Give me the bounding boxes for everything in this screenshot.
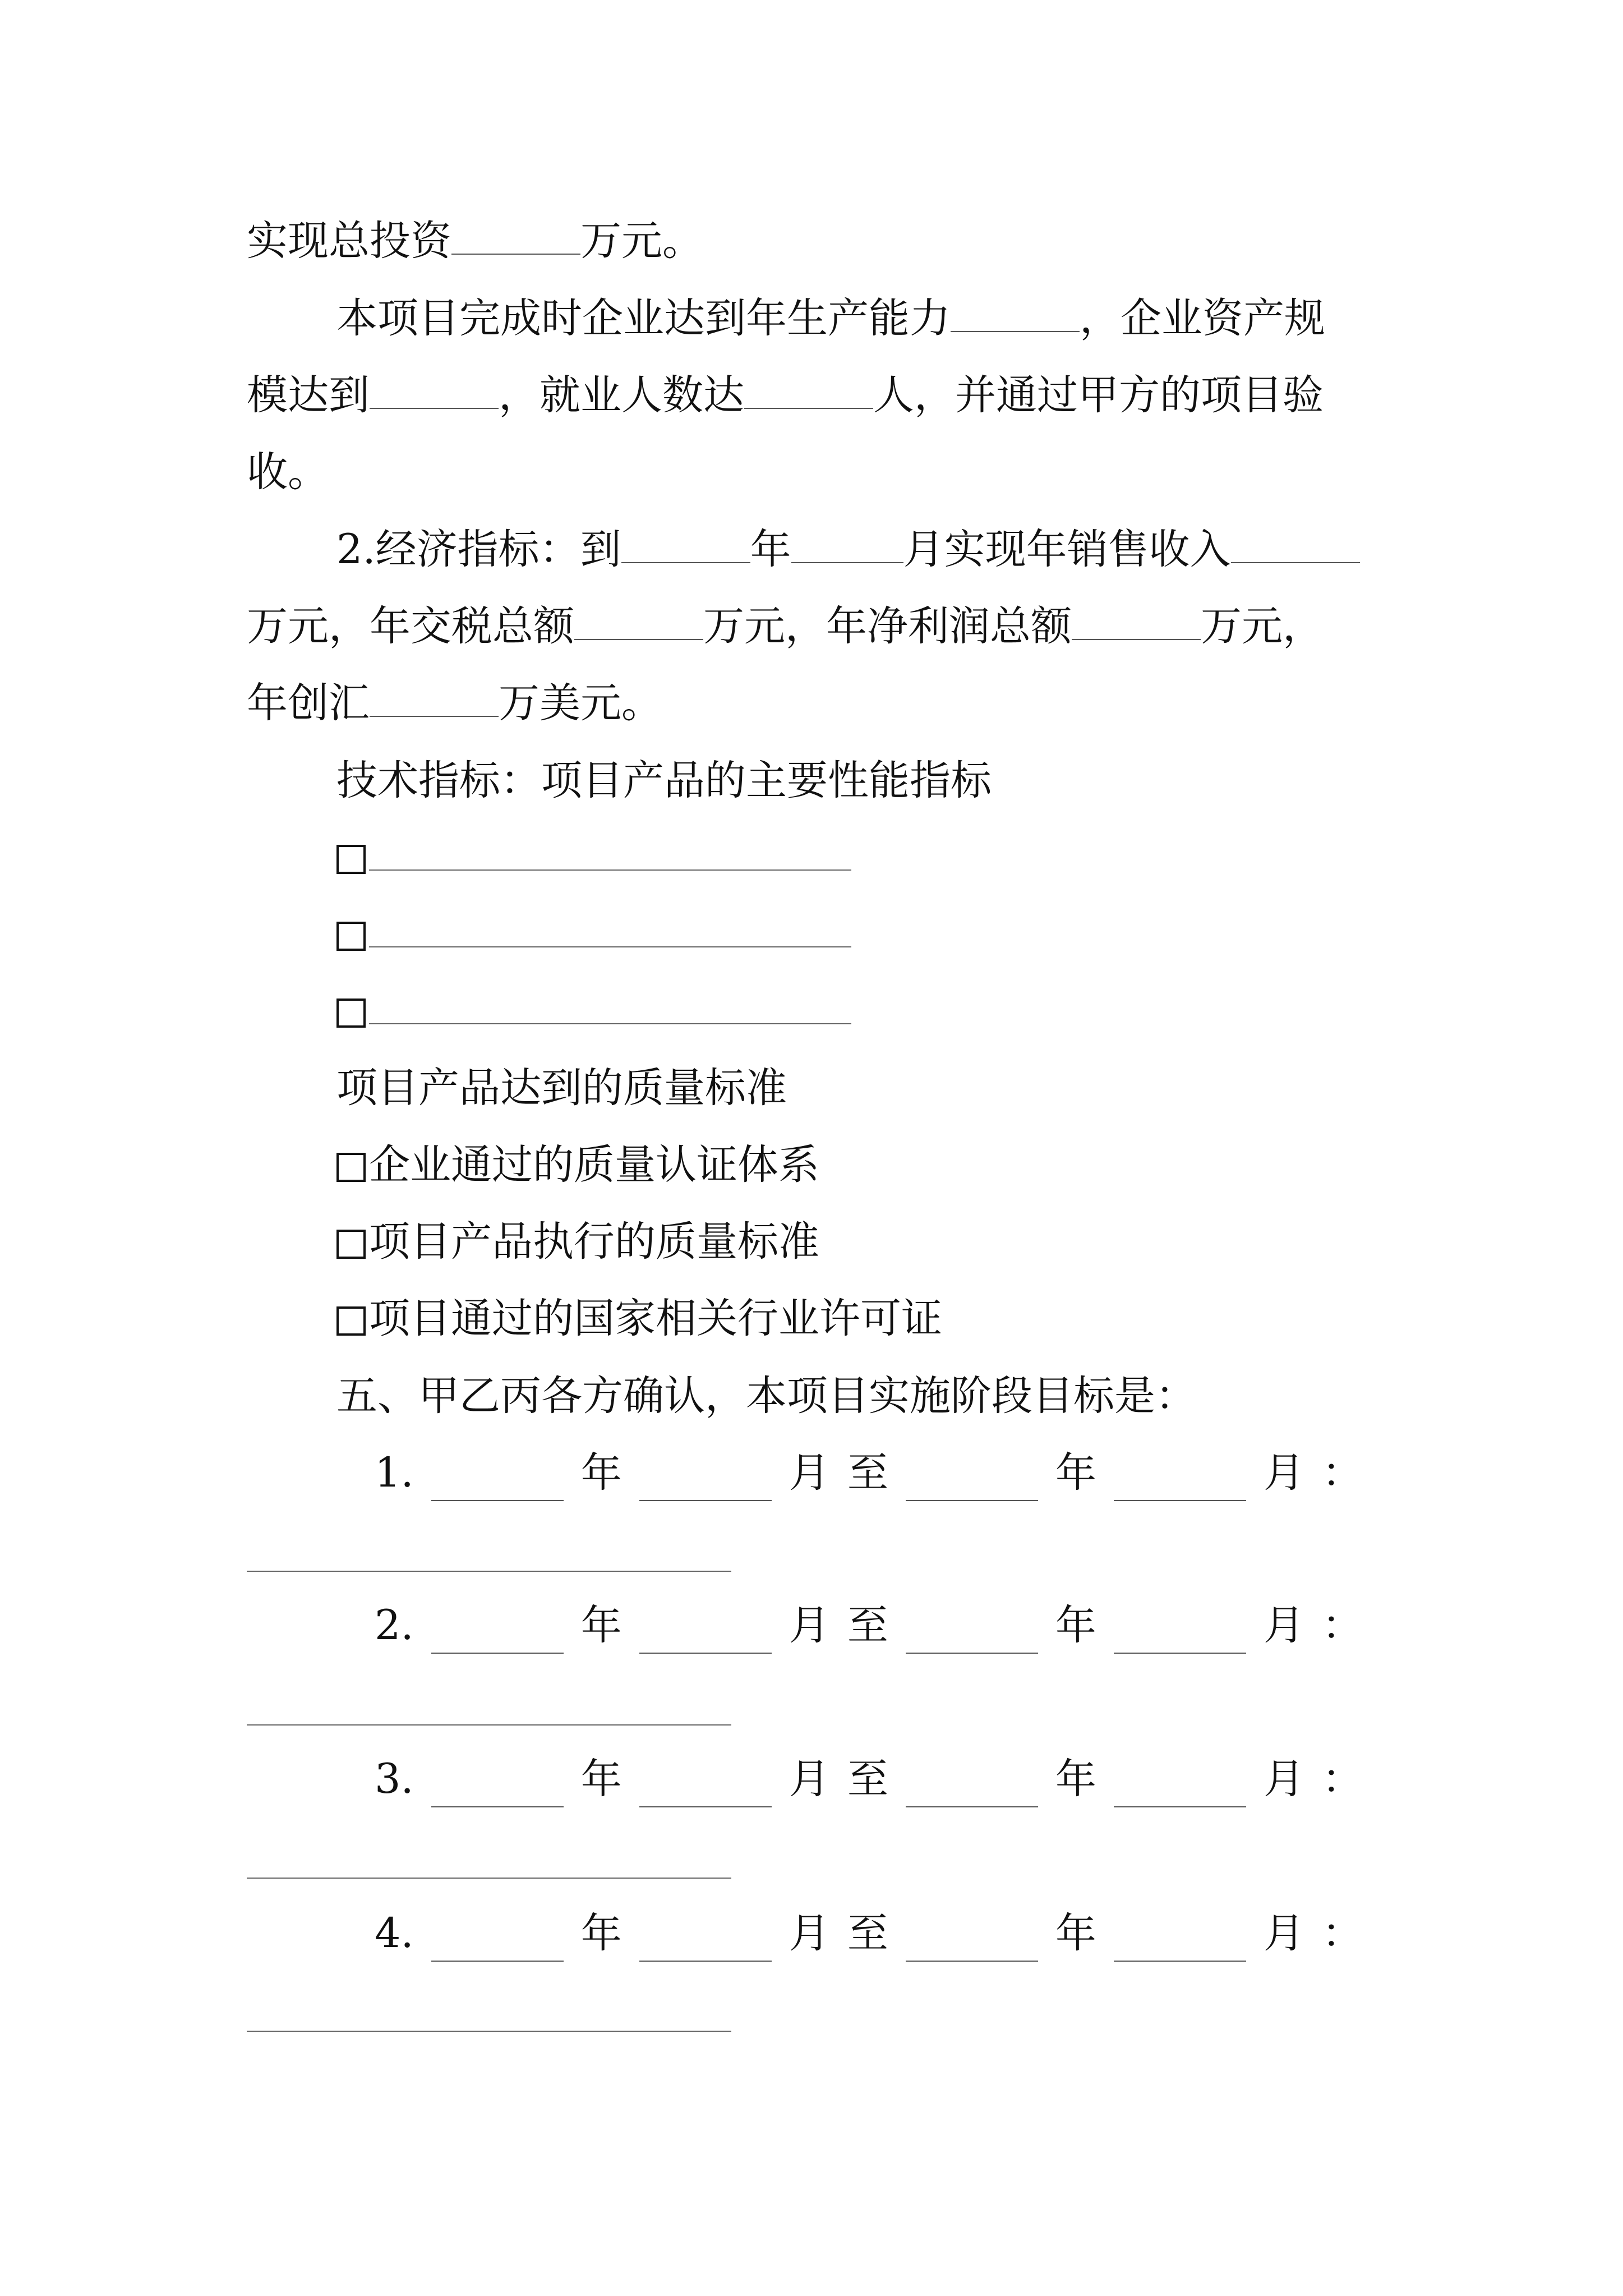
end-month-blank[interactable] [1114,1774,1246,1807]
stage-row: 3. 年 月 至 年 月 ： [375,1751,1363,1807]
checkbox[interactable] [336,922,366,951]
total-investment-line: 实现总投资 万元。 [247,217,703,265]
capacity-blank[interactable] [951,298,1080,332]
checkbox[interactable] [336,845,366,874]
investment-blank[interactable] [451,221,580,255]
checkbox[interactable] [336,999,366,1028]
quality-item: 项目通过的国家相关行业许可证 [336,1291,942,1347]
end-month-blank[interactable] [1114,1928,1246,1962]
sales-revenue-blank[interactable] [1231,530,1360,563]
checkbox[interactable] [336,1230,366,1259]
tech-indicator-item [336,906,851,962]
start-year-blank[interactable] [431,1774,564,1807]
quality-item: 项目产品执行的质量标准 [336,1214,819,1270]
stage-row: 1. 年 月 至 年 月 ： [375,1445,1363,1501]
tech-indicator-item [336,983,851,1039]
start-month-blank[interactable] [639,1928,772,1962]
start-year-blank[interactable] [431,1620,564,1654]
stage-goal-blank[interactable] [247,1571,731,1572]
quality-item: 企业通过的质量认证体系 [336,1137,819,1193]
capacity-line: 本项目完成时企业达到年生产能力 ，企业资产规 [336,295,1325,342]
checkbox[interactable] [336,1153,366,1182]
economic-indicator-line: 2.经济指标：到 年 月实现年销售收入 [336,522,1360,578]
stage-goal-blank[interactable] [247,1878,731,1879]
stage-row: 4. 年 月 至 年 月 ： [375,1906,1363,1962]
forex-line: 年创汇 万美元。 [247,679,662,727]
net-profit-blank[interactable] [1072,606,1201,640]
acceptance-line: 收。 [247,448,329,496]
checkbox[interactable] [336,1306,366,1336]
employees-blank[interactable] [744,375,873,409]
tech-indicator-blank[interactable] [369,907,851,947]
end-year-blank[interactable] [906,1620,1038,1654]
tech-indicator-blank[interactable] [369,830,851,871]
asset-scale-blank[interactable] [370,375,499,409]
end-month-blank[interactable] [1114,1467,1246,1501]
stage-goal-blank[interactable] [247,2031,731,2032]
end-year-blank[interactable] [906,1928,1038,1962]
tax-profit-line: 万元，年交税总额 万元，年净利润总额 万元， [247,602,1324,650]
start-month-blank[interactable] [639,1774,772,1807]
stage-row: 2. 年 月 至 年 月 ： [375,1598,1363,1654]
tech-indicator-blank[interactable] [369,984,851,1024]
target-month-blank[interactable] [791,530,903,563]
forex-blank[interactable] [370,683,499,717]
end-month-blank[interactable] [1114,1620,1246,1654]
tech-indicator-heading: 技术指标：项目产品的主要性能指标 [336,757,992,804]
stage-goal-blank[interactable] [247,1724,731,1726]
end-year-blank[interactable] [906,1467,1038,1501]
start-month-blank[interactable] [639,1467,772,1501]
section5-heading: 五、甲乙丙各方确认，本项目实施阶段目标是： [336,1372,1196,1420]
start-year-blank[interactable] [431,1928,564,1962]
tax-total-blank[interactable] [574,606,703,640]
quality-heading: 项目产品达到的质量标准 [336,1064,787,1112]
start-month-blank[interactable] [639,1620,772,1654]
asset-scale-line: 模达到 ，就业人数达 人，并通过甲方的项目验 [247,371,1324,419]
target-year-blank[interactable] [621,530,750,563]
start-year-blank[interactable] [431,1467,564,1501]
tech-indicator-item [336,829,851,885]
end-year-blank[interactable] [906,1774,1038,1807]
